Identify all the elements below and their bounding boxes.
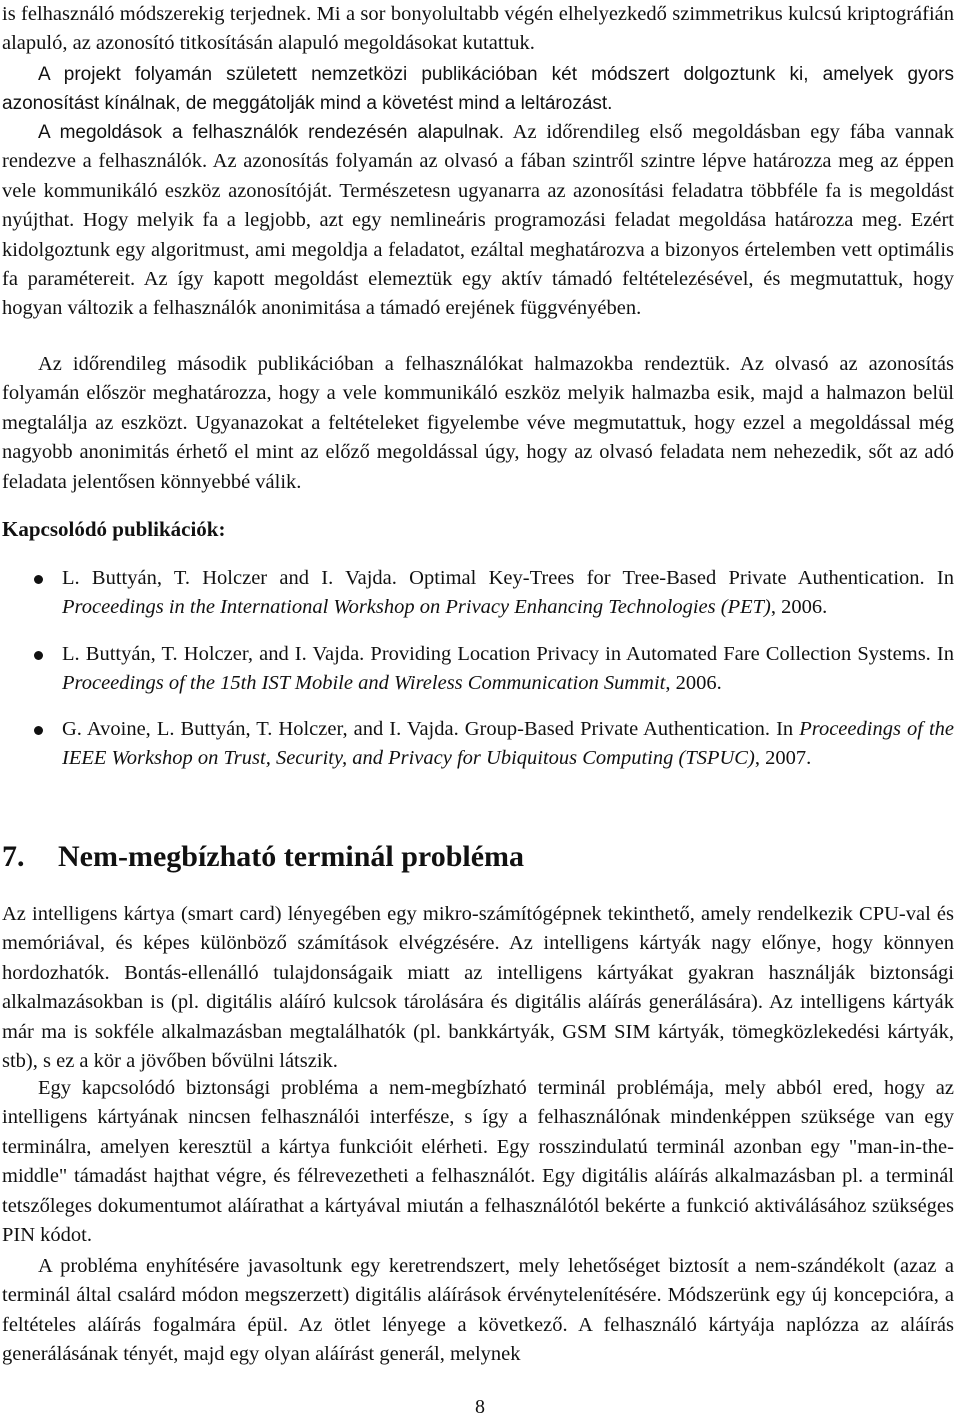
publication-authors-title: G. Avoine, L. Buttyán, T. Holczer, and I. Vajda. Group-Based Private Authentication. In [62, 718, 800, 740]
publication-venue: Proceedings in the International Workshop on Privacy Enhancing Technologies (PET) [62, 596, 771, 619]
intro-paragraph-3 [2, 118, 954, 324]
bullet-icon [34, 726, 43, 735]
section-paragraph-3: A probléma enyhítésére javasoltunk egy keretrendszert, mely lehetőséget biztosít a nem-szándékolt (azaz a terminál által csalárd módon megszerzett) digitális aláírások érvénytelenítésére. Módszerünk egy új koncepcióra, a feltételes aláírás fogalmára épül. Az ötlet lényege a következő. A felhasználó kártyája naplózza az aláírás generálásának tényét, majd egy olyan aláírást generál, melynek [2, 1255, 954, 1366]
intro-paragraph-4: Az időrendileg második publikációban a felhasználókat halmazokba rendeztük. Az olvasó az azonosítás folyamán először meghatározza, hogy a vele kommunikáló eszköz melyik halmazba esik, majd a halmazon belül megtalálja az eszközt. Ugyanazokat a feltételeket figyelembe véve megmutattuk, hogy ezzel a megoldással még nagyobb anonimitás érhető el mint az előző megoldással úgy, hogy az olvasó feladata nem nehezedik, sőt az adó feladata jelentősen könnyebbé válik. [2, 353, 954, 493]
publications-heading: Kapcsolódó publikációk: [2, 517, 226, 541]
section-paragraph-1: Az intelligens kártya (smart card) lényegében egy mikro-számítógépnek tekinthető, amely rendelkezik CPU-val és memóriával, és képes különböző számítások elvégzésére. Az intelligens kártyák nagy előnye, hogy könnyen hordozhatók. Bontás-ellenálló tulajdonságaik miatt az intelligens kártyákat gyakran használják biztonsági alkalmazásokban is (pl. digitális aláíró kulcsok tárolására és digitális aláírás generálására). Az intelligens kártyák már ma is sokféle alkalmazásban megtalálhatók (pl. bankkártyák, GSM SIM kártyák, tömegközlekedési kártyák, stb), s ez a kör a jövőben bővülni látszik. [2, 903, 954, 1073]
intro-paragraph-3-lead: A megoldások a felhasználók rendezésén alapulnak. [38, 122, 504, 143]
intro-paragraph-1: is felhasználó módszerekig terjednek. Mi a sor bonyolultabb végén elhelyezkedő szimmetrikus kulcsú kriptográfián alapuló, az azonosító titkosításán alapuló megoldásokat kutattuk. [2, 3, 954, 55]
intro-paragraph-2: A projekt folyamán született nemzetközi publikációban két módszert dolgoztunk ki, amelyek gyors azonosítást kínálnak, de meggátolják mind a követést mind a leltározást. [2, 64, 954, 115]
publication-venue: Proceedings of the IEEE Workshop on Trust, Security, and Privacy for Ubiquitous Computing (TSPUC) [62, 718, 955, 770]
publication-item-3 [62, 715, 954, 774]
publication-item-2 [62, 640, 954, 699]
bullet-icon [34, 575, 43, 584]
section-number: 7. [2, 840, 25, 873]
section-title-text: Nem-megbízható terminál probléma [58, 840, 525, 873]
bullet-icon [34, 651, 43, 660]
section-paragraph-2: Egy kapcsolódó biztonsági probléma a nem-megbízható terminál problémája, mely abból ered, hogy az intelligens kártyának nincsen felhasználói interfésze, s így a felhasználónak mindenképpen szüksége van egy terminálra, amelyen keresztül a kártya funkcióit elérheti. Egy rosszindulatú terminál azonban egy "man-in-the-middle" támadást hajthat végre, és félrevezetheti a felhasználót. Egy digitális aláírás alkalmazásban pl. a terminál tetszőleges dokumentumot aláírathat a kártyával miután a felhasználótól bekérte a funkció aktiválásához szükséges PIN kódot. [2, 1077, 954, 1247]
section-title [2, 840, 524, 874]
publication-venue: Proceedings of the 15th IST Mobile and Wireless Communication Summit [62, 672, 666, 695]
intro-paragraph-3-rest: Az időrendileg első megoldásban egy fába vannak rendezve a felhasználók. Az azonosítás folyamán az olvasó a fában szintről szintre lépve határozza meg az éppen vele kommunikáló eszköz azonosítóját. Természetesn ugyanarra az azonosítási feladatra többféle fa is megoldást nyújthat. Hogy melyik fa a legjobb, azt egy nemlineáris programozási feladat megoldása határozza meg. Ezért kidolgoztunk egy algoritmust, ami megoldja a feladatot, ezáltal meghatározva a bizonyos értelemben vett optimális fa paramétereit. Az így kapott megoldást elemeztük egy aktív támadó feltételezésével, és megmutattuk, hogy hogyan változik a felhasználók anonimitása a támadó erejének függvényében. [2, 121, 954, 320]
publication-year: , 2006. [770, 596, 828, 619]
publication-year: , 2006. [665, 672, 722, 695]
publication-year: , 2007. [754, 747, 812, 770]
page-number: 8 [475, 1396, 485, 1418]
publication-authors-title: L. Buttyán, T. Holczer and I. Vajda. Optimal Key-Trees for Tree-Based Private Authentication. In [62, 567, 954, 589]
publication-item-1 [62, 564, 954, 623]
publication-authors-title: L. Buttyán, T. Holczer, and I. Vajda. Providing Location Privacy in Automated Fare Collection Systems. In [62, 643, 954, 665]
